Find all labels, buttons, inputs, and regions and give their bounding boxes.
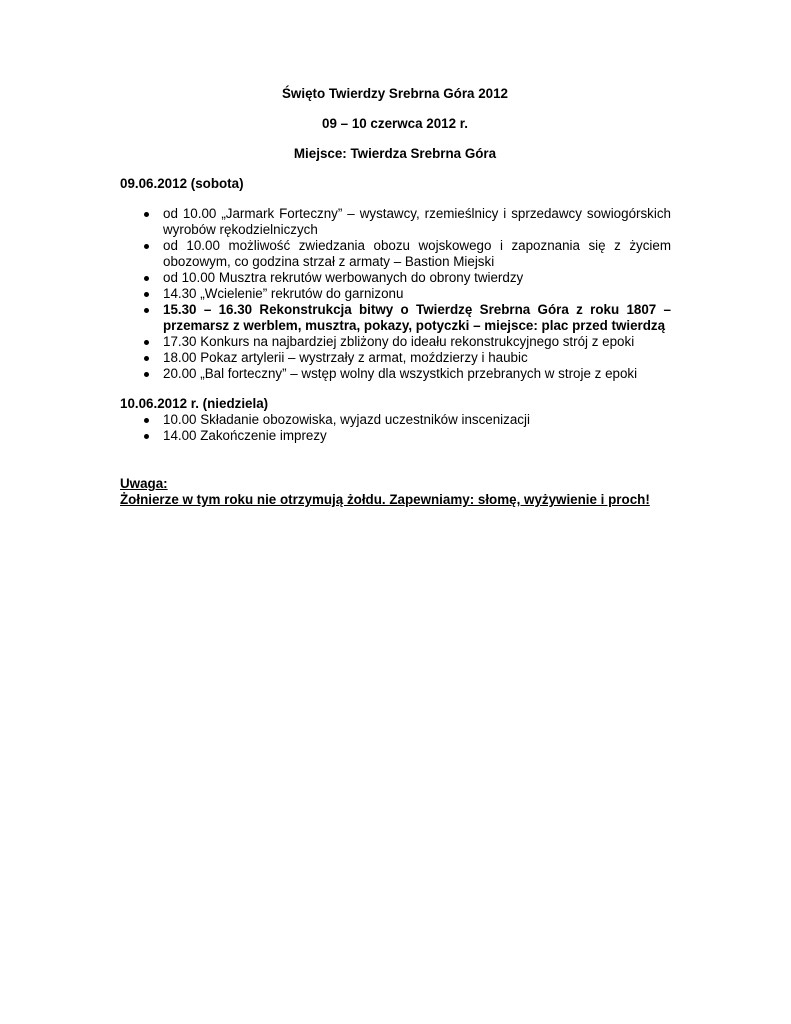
day-heading-sunday: 10.06.2012 r. (niedziela) — [120, 396, 269, 411]
event-text: 10.00 Składanie obozowiska, wyjazd uczestników inscenizacji — [163, 412, 530, 427]
note-label: Uwaga: — [120, 476, 168, 491]
event-text: 15.30 – 16.30 Rekonstrukcja bitwy o Twierdzę Srebrna Góra z roku 1807 – przemarsz z werblem, musztra, pokazy, potyczki – miejsce: plac przed twierdzą — [163, 302, 671, 333]
list-item — [120, 334, 671, 350]
list-item — [120, 270, 671, 286]
event-text: 18.00 Pokaz artylerii – wystrzały z armat, moździerzy i haubic — [163, 350, 528, 365]
event-text: od 10.00 możliwość zwiedzania obozu wojskowego i zapoznania się z życiem obozowym, co godzina strzał z armaty – Bastion Miejski — [163, 238, 671, 269]
sunday-event-list — [120, 412, 671, 444]
list-item — [120, 366, 671, 382]
event-text: 14.30 „Wcielenie” rekrutów do garnizonu — [163, 286, 404, 301]
list-item — [120, 412, 671, 428]
list-item — [120, 350, 671, 366]
day-heading-saturday: 09.06.2012 (sobota) — [120, 176, 244, 191]
event-text: od 10.00 Musztra rekrutów werbowanych do obrony twierdzy — [163, 270, 524, 285]
list-item — [120, 428, 671, 444]
list-item — [120, 238, 671, 270]
event-text: od 10.00 „Jarmark Forteczny” – wystawcy, rzemieślnicy i sprzedawcy sowiogórskich wyrobów rękodzielniczych — [163, 206, 671, 237]
event-dates: 09 – 10 czerwca 2012 r. — [322, 116, 468, 131]
list-item — [120, 286, 671, 302]
event-text: 17.30 Konkurs na najbardziej zbliżony do ideału rekonstrukcyjnego strój z epoki — [163, 334, 635, 349]
note-text: Żołnierze w tym roku nie otrzymują żołdu. Zapewniamy: słomę, wyżywienie i proch! — [120, 492, 650, 507]
list-item-highlighted — [120, 302, 671, 334]
document-title: Święto Twierdzy Srebrna Góra 2012 — [282, 86, 508, 101]
saturday-event-list — [120, 206, 671, 382]
event-text: 14.00 Zakończenie imprezy — [163, 428, 327, 443]
event-text: 20.00 „Bal forteczny” – wstęp wolny dla wszystkich przebranych w stroje z epoki — [163, 366, 638, 381]
event-place: Miejsce: Twierdza Srebrna Góra — [293, 146, 497, 161]
list-item — [120, 206, 671, 238]
